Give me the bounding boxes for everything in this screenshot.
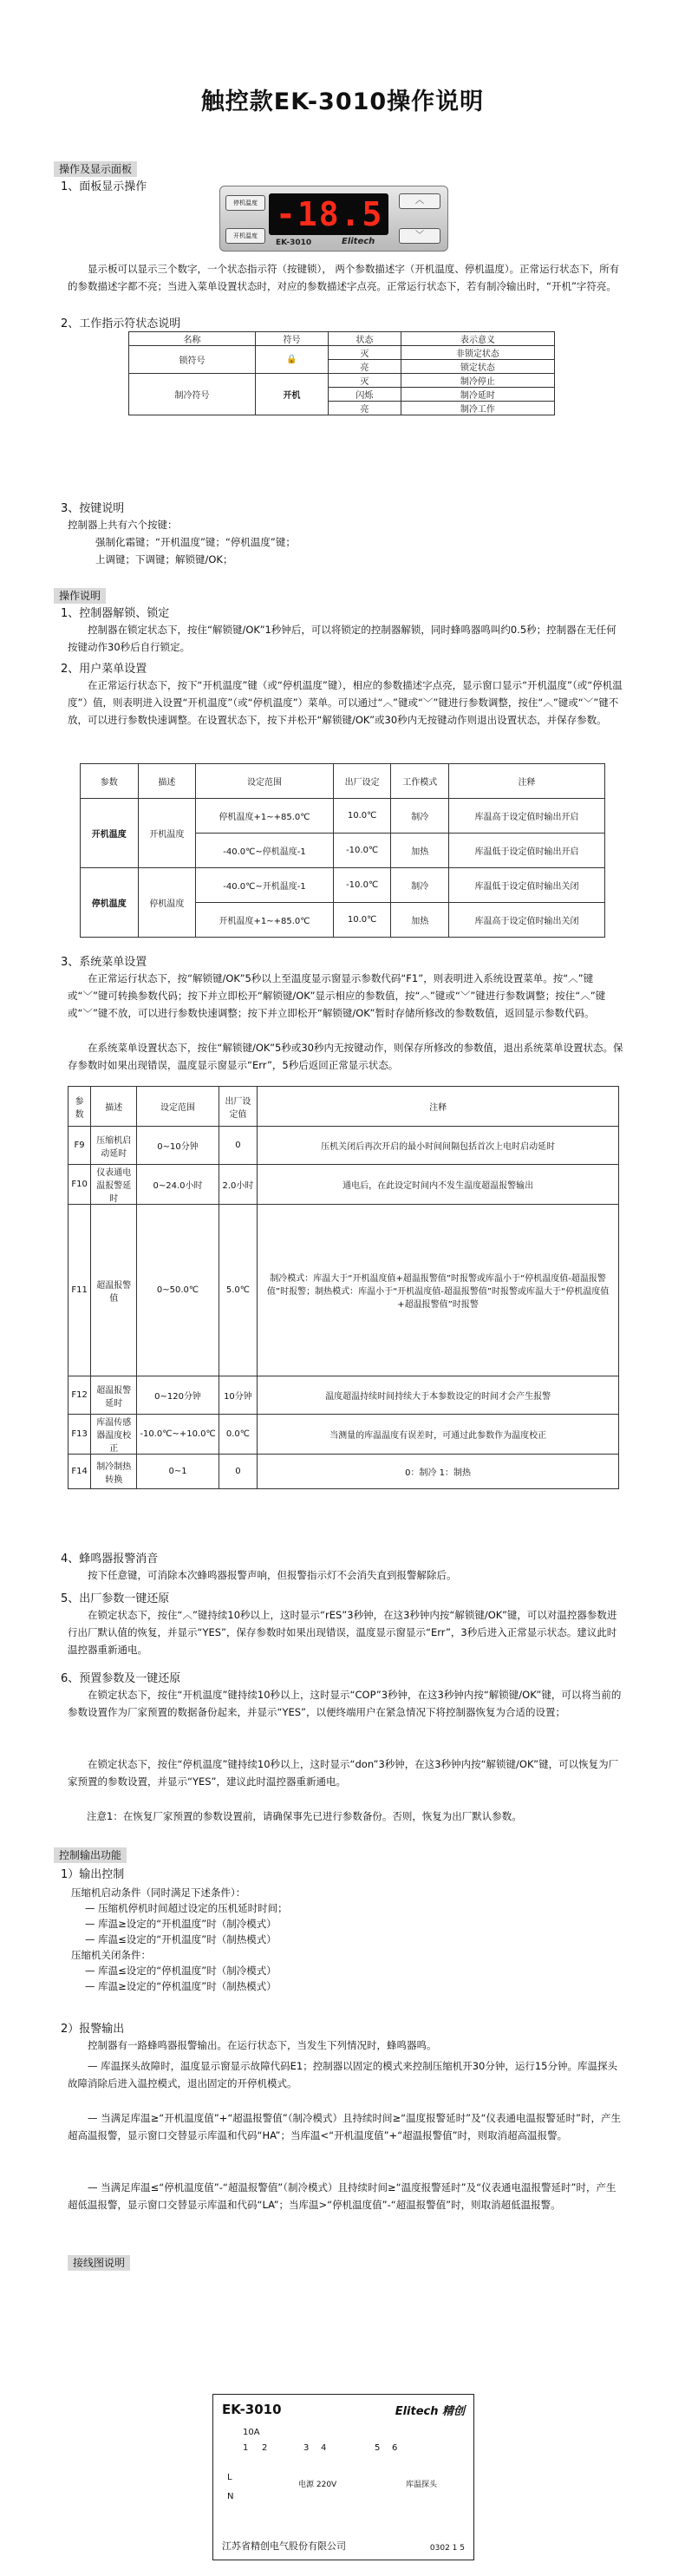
wiring-probe: 库温探头 bbox=[406, 2481, 438, 2489]
sys-cell: -10.0℃~+10.0℃ bbox=[137, 1415, 219, 1455]
user-cell: -40.0℃~停机温度-1 bbox=[196, 834, 334, 868]
preset-description-1: 在锁定状态下，按住“开机温度”键持续10秒以上，这时显示“COP”3秒钟，在这3秒钟内按“解锁键/OK”键，可以将当前的参数设置作为厂家预置的数据备份起来，并显示“YES”，以便终端用户在紧急情况下将控制器恢复为合适的设置； bbox=[68, 1689, 622, 1718]
sys-cell: 0~10分钟 bbox=[137, 1127, 219, 1165]
sys-cell: 超温报警值 bbox=[91, 1205, 137, 1376]
sys-cell: 0~1 bbox=[137, 1455, 219, 1489]
status-subtitle: 2、工作指示符状态说明 bbox=[61, 317, 181, 330]
system-menu-subtitle: 3、系统菜单设置 bbox=[61, 956, 147, 969]
control-line: — 库温≤设定的“开机温度”时（制热模式） bbox=[85, 1933, 277, 1945]
user-cell: 制冷 bbox=[391, 799, 449, 834]
lcd-display bbox=[269, 193, 388, 235]
keys-subtitle: 3、按键说明 bbox=[61, 502, 125, 515]
wiring-brand: Elitech 精创 bbox=[395, 2405, 465, 2418]
user-cell: 加热 bbox=[391, 834, 449, 868]
user-header: 设定范围 bbox=[196, 764, 334, 799]
control-line: — 库温≥设定的“停机温度”时（制热模式） bbox=[85, 1980, 277, 1992]
status-header: 名称 bbox=[129, 332, 256, 346]
user-menu-subtitle: 2、用户菜单设置 bbox=[61, 663, 147, 676]
section-panel-header: 操作及显示面板 bbox=[54, 161, 137, 177]
sys-cell: 仪表通电温报警延时 bbox=[91, 1165, 137, 1205]
user-cell: 制冷 bbox=[391, 868, 449, 903]
buzzer-subtitle: 4、蜂鸣器报警消音 bbox=[61, 1553, 159, 1566]
alarm-description-3: — 当满足库温≥“开机温度值”+“超温报警值”（制冷模式）且持续时间≥“温度报警延时”及“仪表通电温报警延时”时，产生超高温报警，显示窗口交替显示库温和代码“HA”；当库温<“开机温度值”+“超温报警值”时，则取消超高温报警。 bbox=[68, 2112, 621, 2141]
status-header: 状态 bbox=[328, 332, 401, 346]
sys-cell: 超温报警延时 bbox=[91, 1376, 137, 1415]
sys-cell: F10 bbox=[68, 1165, 91, 1205]
status-header: 符号 bbox=[256, 332, 329, 346]
page-title: 触控款EK-3010操作说明 bbox=[200, 88, 485, 115]
unlock-description: 控制器在锁定状态下，按住“解锁键/OK”1秒钟后，可以将锁定的控制器解锁，同时蜂鸣器鸣叫约0.5秒；控制器在无任何按键动作30秒后自行锁定。 bbox=[68, 624, 616, 653]
section-wiring-header: 接线图说明 bbox=[68, 2255, 130, 2271]
sys-cell: 制冷制热转换 bbox=[91, 1455, 137, 1489]
system-menu-description-2: 在系统菜单设置状态下，按住“解锁键/OK”5秒或30秒内无按键动作，则保存所修改的参数值，退出系统菜单设置状态。保存参数时如果出现错误，温度显示窗显示“Err”，5秒后返回正常显示状态。 bbox=[68, 1042, 623, 1071]
wiring-diagram bbox=[212, 2394, 474, 2560]
sys-cell: F11 bbox=[68, 1205, 91, 1376]
sys-cell: 10分钟 bbox=[219, 1376, 257, 1415]
device-panel bbox=[219, 186, 448, 252]
sys-cell: 库温传感器温度校正 bbox=[91, 1415, 137, 1455]
sys-cell: F9 bbox=[68, 1127, 91, 1165]
alarm-description-1: 控制器有一路蜂鸣器报警输出。在运行状态下，当发生下列情况时，蜂鸣器鸣。 bbox=[88, 2039, 437, 2051]
sys-header: 出厂设定值 bbox=[219, 1087, 257, 1127]
status-cell: 锁定状态 bbox=[401, 360, 554, 374]
preset-note: 注意1：在恢复厂家预置的参数设置前，请确保事先已进行参数备份。否则，恢复为出厂默认参数。 bbox=[87, 1810, 522, 1822]
user-cell: 停机温度 bbox=[81, 868, 139, 938]
status-cell: 亮 bbox=[328, 402, 401, 415]
status-cell: 闪烁 bbox=[328, 388, 401, 402]
sys-cell: 0：制冷 1：制热 bbox=[258, 1455, 619, 1489]
user-param-table bbox=[80, 763, 605, 938]
user-cell: -10.0℃ bbox=[333, 868, 391, 903]
sys-cell: 0 bbox=[219, 1455, 257, 1489]
panel-model: EK-3010 bbox=[276, 239, 312, 247]
user-cell: 10.0℃ bbox=[333, 799, 391, 834]
section-operation-header: 操作说明 bbox=[54, 588, 106, 604]
keys-line2: 强制化霜键；“开机温度”键；“停机温度”键； bbox=[95, 536, 296, 548]
status-header: 表示意义 bbox=[401, 332, 554, 346]
status-cell: 锁符号 bbox=[129, 346, 256, 374]
status-cell: 灭 bbox=[328, 374, 401, 388]
terminal-4: 4 bbox=[321, 2443, 327, 2453]
terminal-2: 2 bbox=[262, 2443, 268, 2453]
control-line: 压缩机启动条件（同时满足下述条件）： bbox=[71, 1886, 246, 1899]
wiring-code: 0302 1 5 bbox=[429, 2544, 465, 2553]
user-cell: 停机温度+1~+85.0℃ bbox=[196, 799, 334, 834]
sys-cell: F13 bbox=[68, 1415, 91, 1455]
status-cell: 制冷延时 bbox=[401, 388, 554, 402]
terminal-1: 1 bbox=[243, 2443, 249, 2453]
user-cell: 库温低于设定值时输出关闭 bbox=[449, 868, 605, 903]
status-table bbox=[128, 331, 555, 415]
control-line: — 压缩机停机时间超过设定的压机延时时间； bbox=[85, 1902, 288, 1914]
stop-temp-button[interactable]: 停机温度 bbox=[225, 195, 265, 211]
start-temp-button[interactable]: 开机温度 bbox=[225, 228, 265, 244]
keys-line3: 上调键；下调键；解锁键/OK； bbox=[95, 553, 233, 566]
wiring-model: EK-3010 bbox=[222, 2402, 282, 2417]
sys-cell: 当测量的库温温度有误差时，可通过此参数作为温度校正 bbox=[258, 1415, 619, 1455]
unlock-subtitle: 1、控制器解锁、锁定 bbox=[61, 607, 170, 620]
user-header: 注释 bbox=[449, 764, 605, 799]
alarm-description-4: — 当满足库温≤“停机温度值”-“超温报警值”（制冷模式）且持续时间≥“温度报警延时”及“仪表通电温报警延时”时，产生超低温报警，显示窗口交替显示库温和代码“LA”；当库温>“停机温度值”-“超温报警值”时，则取消超低温报警。 bbox=[68, 2181, 616, 2211]
sys-header: 设定范围 bbox=[137, 1087, 219, 1127]
user-header: 工作模式 bbox=[391, 764, 449, 799]
status-cell: 非锁定状态 bbox=[401, 346, 554, 360]
reset-description: 在锁定状态下，按住“︿”键持续10秒以上，这时显示“rES”3秒钟，在这3秒钟内按“解锁键/OK”键，可以对温控器参数进行出厂默认值的恢复，并显示“YES”，保存参数时如果出现错误，温度显示窗显示“Err”，3秒后进入正常显示状态。建议此时温控器重新通电。 bbox=[68, 1609, 617, 1656]
sys-cell: 制冷模式：库温大于“开机温度值+超温报警值”时报警或库温小于“停机温度值-超温报警值”时报警；制热模式：库温小于“开机温度值-超温报警值”时报警或库温大于“停机温度值+超温报警值”时报警 bbox=[258, 1205, 619, 1376]
user-cell: 开机温度 bbox=[81, 799, 139, 868]
user-header: 参数 bbox=[81, 764, 139, 799]
sys-header: 参数 bbox=[68, 1087, 91, 1127]
sys-cell: 0 bbox=[219, 1127, 257, 1165]
terminal-6: 6 bbox=[392, 2443, 398, 2453]
wiring-relay: 10A bbox=[243, 2428, 260, 2437]
sys-cell: 压缩机启动延时 bbox=[91, 1127, 137, 1165]
control-subtitle: 1）输出控制 bbox=[61, 1868, 125, 1881]
sys-cell: 5.0℃ bbox=[219, 1205, 257, 1376]
alarm-description-2: — 库温探头故障时，温度显示窗显示故障代码E1；控制器以固定的模式来控制压缩机开30分钟，运行15分钟。库温探头故障消除后进入温控模式，退出固定的开停机模式。 bbox=[68, 2060, 617, 2089]
status-cell: 开机 bbox=[256, 374, 329, 415]
sys-cell: 0~50.0℃ bbox=[137, 1205, 219, 1376]
temperature-digits: -18.5 bbox=[276, 195, 384, 233]
control-line: 压缩机关闭条件： bbox=[71, 1949, 151, 1961]
sys-cell: 通电后，在此设定时间内不发生温度超温报警输出 bbox=[258, 1165, 619, 1205]
status-cell: 制冷符号 bbox=[129, 374, 256, 415]
wiring-N: N bbox=[227, 2492, 234, 2501]
status-cell: 制冷工作 bbox=[401, 402, 554, 415]
user-cell: 开机温度 bbox=[138, 799, 196, 868]
status-cell: 灭 bbox=[328, 346, 401, 360]
company-name: 江苏省精创电气股份有限公司 bbox=[222, 2540, 346, 2552]
user-menu-description: 在正常运行状态下，按下“开机温度”键（或“停机温度”键），相应的参数描述字点亮，显示窗口显示“开机温度”（或“停机温度”）值，则表明进入设置“开机温度”（或“停机温度”）菜单。可以通过“︿”键或“﹀”键进行参数调整，按住“︿”键或“﹀”键不放，可以进行参数快速调整。在设置状态下，按下并松开“解锁键/OK”或30秒内无按键动作则退出设置状态，并保存参数。 bbox=[68, 679, 623, 726]
terminal-5: 5 bbox=[375, 2443, 381, 2453]
user-header: 描述 bbox=[138, 764, 196, 799]
panel-brand: Elitech bbox=[342, 237, 375, 246]
sys-header: 注释 bbox=[258, 1087, 619, 1127]
panel-subtitle: 1、面板显示操作 bbox=[61, 180, 147, 193]
buzzer-description: 按下任意键，可消除本次蜂鸣器报警声响，但报警指示灯不会消失直到报警解除后。 bbox=[88, 1569, 457, 1581]
system-param-table bbox=[68, 1086, 619, 1489]
reset-subtitle: 5、出厂参数一键还原 bbox=[61, 1592, 170, 1605]
wiring-L: L bbox=[227, 2473, 232, 2482]
sys-cell: 0~120分钟 bbox=[137, 1376, 219, 1415]
sys-cell: 2.0小时 bbox=[219, 1165, 257, 1205]
sys-cell: 压机关闭后再次开启的最小时间间隔包括首次上电时启动延时 bbox=[258, 1127, 619, 1165]
status-cell: 亮 bbox=[328, 360, 401, 374]
status-cell: 制冷停止 bbox=[401, 374, 554, 388]
user-cell: 开机温度+1~+85.0℃ bbox=[196, 903, 334, 938]
sys-cell: 0.0℃ bbox=[219, 1415, 257, 1455]
user-header: 出厂设定 bbox=[333, 764, 391, 799]
user-cell: 停机温度 bbox=[138, 868, 196, 938]
sys-cell: F14 bbox=[68, 1455, 91, 1489]
panel-description: 显示板可以显示三个数字，一个状态指示符（按键锁）， 两个参数描述字（开机温度、停机温度）。正常运行状态下，所有的参数描述字都不亮；当进入菜单设置状态时，对应的参数描述字点亮。正常运行状态下，若有制冷输出时，“开机”字符亮。 bbox=[68, 263, 620, 292]
down-button[interactable]: ﹀ bbox=[399, 228, 440, 244]
user-cell: 10.0℃ bbox=[333, 903, 391, 938]
user-cell: 库温高于设定值时输出开启 bbox=[449, 799, 605, 834]
control-line: — 库温≤设定的“停机温度”时（制冷模式） bbox=[85, 1965, 277, 1977]
user-cell: -10.0℃ bbox=[333, 834, 391, 868]
section-control-header: 控制输出功能 bbox=[54, 1847, 127, 1863]
user-cell: 库温高于设定值时输出关闭 bbox=[449, 903, 605, 938]
wiring-power: 电源 220V bbox=[298, 2481, 337, 2489]
sys-cell: 温度超温持续时间持续大于本参数设定的时间才会产生报警 bbox=[258, 1376, 619, 1415]
lock-icon: 🔒 bbox=[256, 346, 329, 374]
control-line: — 库温≥设定的“开机温度”时（制冷模式） bbox=[85, 1918, 277, 1930]
user-cell: 库温低于设定值时输出开启 bbox=[449, 834, 605, 868]
sys-cell: F12 bbox=[68, 1376, 91, 1415]
alarm-subtitle: 2）报警输出 bbox=[61, 2023, 125, 2036]
terminal-3: 3 bbox=[303, 2443, 310, 2453]
system-menu-description-1: 在正常运行状态下，按“解锁键/OK”5秒以上至温度显示窗显示参数代码“F1”，则表明进入系统设置菜单。按“︿”键或“﹀”键可转换参数代码；按下并立即松开“解锁键/OK”显示相应的参数值，按“︿”键或“﹀”键进行参数调整；按住“︿”键或“﹀”键不放，可以进行参数快速调整；按下并立即松开“解锁键/OK”暂时存储所修改的参数数值，返回显示参数代码。 bbox=[68, 972, 606, 1019]
user-cell: -40.0℃~开机温度-1 bbox=[196, 868, 334, 903]
up-button[interactable]: ︿ bbox=[399, 193, 440, 209]
sys-header: 描述 bbox=[91, 1087, 137, 1127]
sys-cell: 0~24.0小时 bbox=[137, 1165, 219, 1205]
user-cell: 加热 bbox=[391, 903, 449, 938]
preset-subtitle: 6、预置参数及一键还原 bbox=[61, 1672, 181, 1685]
preset-description-2: 在锁定状态下，按住“停机温度”键持续10秒以上，这时显示“don”3秒钟，在这3秒钟内按“解锁键/OK”键，可以恢复为厂家预置的参数设置，并显示“YES”，建议此时温控器重新通电。 bbox=[68, 1758, 619, 1788]
keys-line1: 控制器上共有六个按键： bbox=[68, 519, 178, 531]
